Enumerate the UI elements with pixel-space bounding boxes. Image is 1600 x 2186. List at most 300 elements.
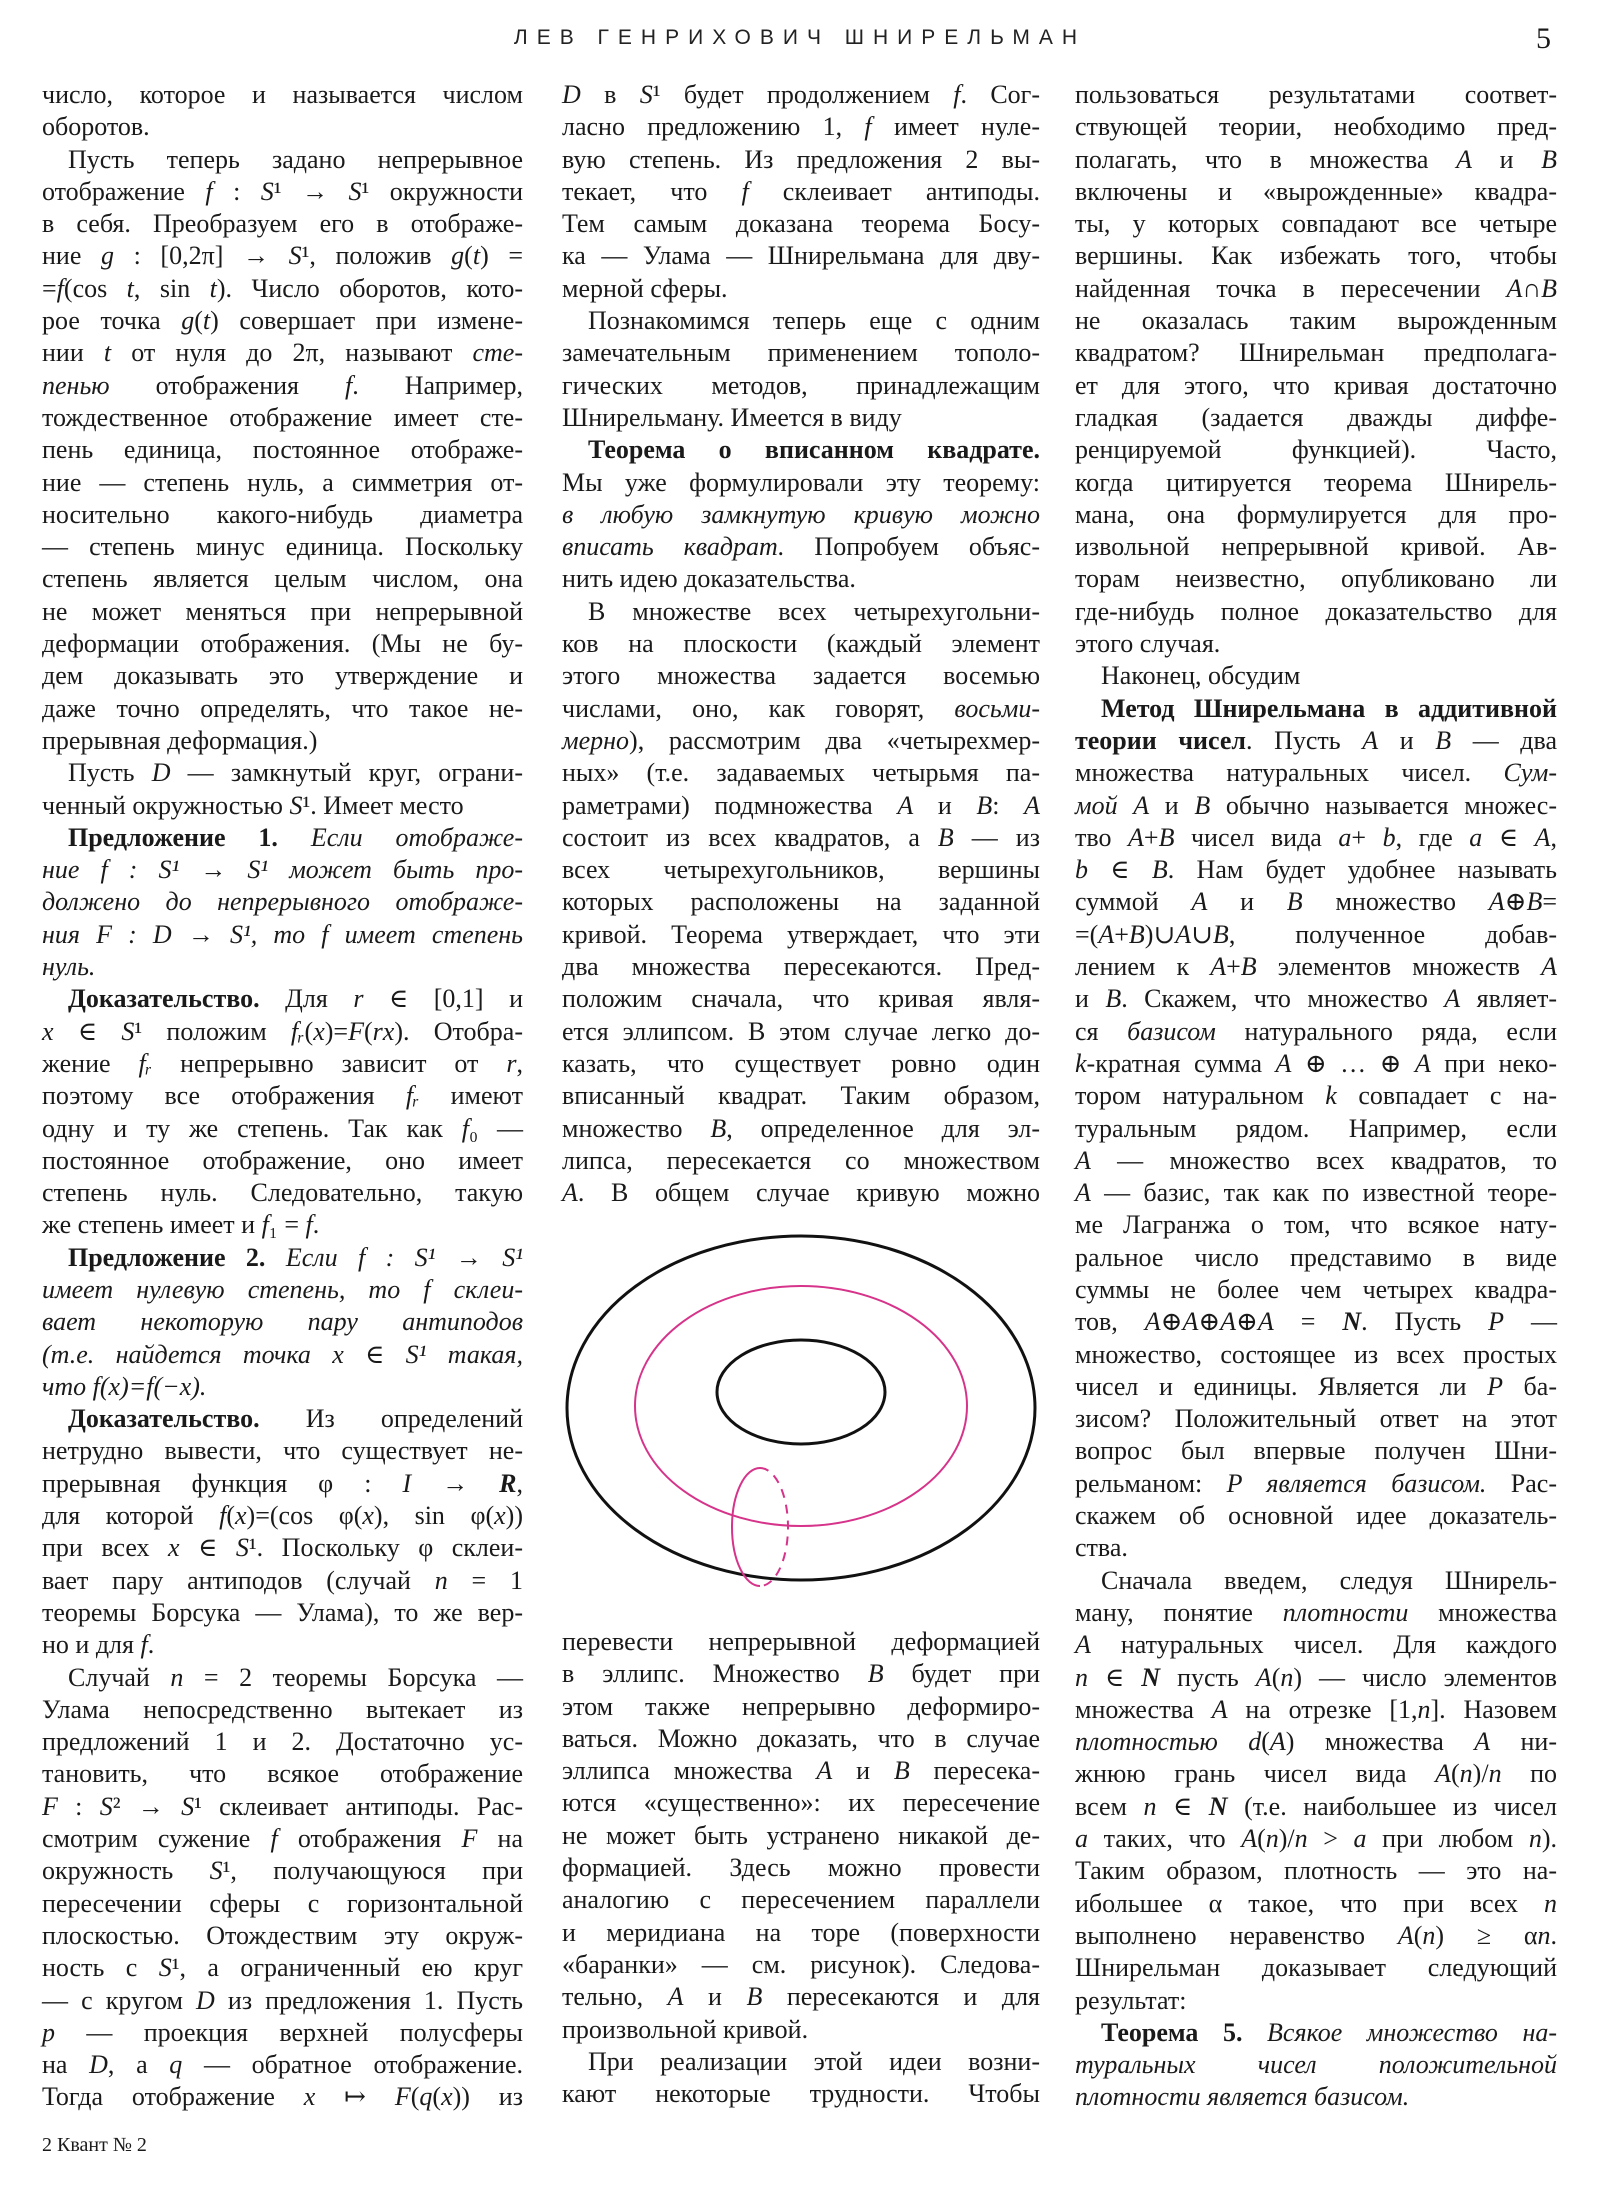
- text-line: При реализации этой идеи возни-: [588, 2046, 1040, 2076]
- italic-run: n: [1143, 1791, 1157, 1821]
- italic-run: f: [461, 1113, 470, 1143]
- text-run: [1118, 791, 1134, 820]
- text-run: выполнено неравенство: [1075, 1920, 1398, 1950]
- text-line: [1075, 1629, 1557, 1661]
- text-run: Пусть: [68, 758, 152, 788]
- text-run: ∈: [1156, 1791, 1209, 1821]
- italic-run: n: [1265, 1824, 1279, 1854]
- text-line: [42, 1500, 523, 1532]
- text-line: [562, 176, 1040, 208]
- text-run: чисел и единицы. Является ли: [1075, 1371, 1488, 1401]
- text-run: -кратная сумма: [1086, 1048, 1276, 1078]
- text-line: тождественное отображение имеет сте-: [42, 402, 523, 432]
- text-run: смотрим сужение: [42, 1824, 271, 1854]
- text-line: [1075, 1662, 1557, 1694]
- text-line: [42, 240, 523, 272]
- text-run: ¹, положив: [301, 241, 452, 271]
- text-run: таких, что: [1088, 1824, 1242, 1854]
- italic-run: A: [1024, 790, 1040, 820]
- text-line: ка — Улама — Шнирельмана для дву-: [562, 241, 1040, 271]
- text-line: [562, 725, 1040, 757]
- text-run: суммой: [1075, 887, 1192, 917]
- text-run: = 2 теоремы Борсука —: [183, 1662, 523, 1692]
- italic-run: B: [710, 1113, 727, 1143]
- text-line: этом также непрерывно деформиро-: [562, 1691, 1040, 1721]
- text-line: ние — степень нуль, а симметрия от-: [42, 467, 523, 497]
- text-run: тором натуральном: [1075, 1081, 1326, 1111]
- text-run: множества: [1408, 1597, 1557, 1627]
- italic-run: f: [140, 1630, 148, 1660]
- text-run: . Скажем, что множество: [1121, 984, 1445, 1014]
- italic-run: S: [158, 1953, 172, 1983]
- text-run: совпадает с на-: [1336, 1081, 1557, 1111]
- text-line: [1075, 790, 1557, 822]
- text-run: )=(cos φ(: [246, 1501, 363, 1531]
- text-line: [42, 273, 523, 305]
- text-line: [42, 1048, 523, 1080]
- text-run: найденная точка в пересечении: [1075, 273, 1507, 303]
- text-run: пусть: [1160, 1662, 1256, 1692]
- text-line: [42, 790, 523, 822]
- text-line: [562, 693, 1040, 725]
- text-line: [562, 79, 1040, 111]
- text-run: (: [1271, 1662, 1281, 1692]
- italic-run: A: [1075, 1178, 1091, 1208]
- text-run: тов,: [1075, 1307, 1145, 1337]
- italic-run: A: [1098, 919, 1115, 949]
- text-line: [1075, 886, 1557, 918]
- text-line: [1075, 854, 1557, 886]
- text-run: ∈: [1088, 1662, 1142, 1692]
- text-line: [562, 1113, 1040, 1145]
- text-run: ние: [42, 241, 101, 271]
- italic-run: A: [1534, 822, 1551, 852]
- text-run: и: [1075, 984, 1106, 1014]
- text-run: ¹ окружности: [361, 176, 523, 206]
- italic-run: S: [235, 1533, 249, 1563]
- text-line: [1075, 1597, 1557, 1629]
- text-run: , sin: [133, 273, 210, 303]
- italic-run: плотности является базисом.: [1075, 2082, 1410, 2112]
- italic-run: x: [494, 1501, 506, 1531]
- text-line: [42, 822, 523, 854]
- italic-run: t: [472, 241, 481, 271]
- text-line: оборотов.: [42, 112, 150, 142]
- italic-run: t: [103, 338, 112, 368]
- text-line: которых расположены на заданной: [562, 887, 1040, 917]
- italic-run: n: [1280, 1662, 1294, 1692]
- italic-run: B: [1435, 725, 1452, 755]
- text-line: ет для этого, что кривая достаточно: [1075, 370, 1557, 400]
- text-run: +: [1114, 919, 1129, 949]
- text-run: на отрезке [1,: [1227, 1694, 1418, 1724]
- text-run: , полученное добав-: [1228, 919, 1557, 949]
- text-line: дем доказывать это утверждение и: [42, 661, 523, 691]
- text-run: ⊕: [1504, 887, 1527, 917]
- italic-run: f: [205, 176, 213, 206]
- text-run: →: [411, 1468, 500, 1498]
- text-line: степень нуль. Следовательно, такую: [42, 1178, 523, 1208]
- text-line: даже точно определять, что такое не-: [42, 693, 523, 723]
- italic-run: f: [219, 1501, 227, 1531]
- italic-run: N: [1141, 1662, 1161, 1692]
- italic-run: нуль.: [42, 952, 96, 982]
- running-header: ЛЕВ ГЕНРИХОВИЧ ШНИРЕЛЬМАН: [513, 26, 1087, 49]
- text-line: носительно какого-нибудь диаметра: [42, 499, 523, 529]
- text-run: ¹, а ограниченный ею круг: [171, 1953, 523, 1983]
- text-run: и: [683, 1982, 747, 2012]
- text-run: в эллипс. Множество: [562, 1659, 868, 1689]
- text-run: элементов множеств: [1256, 952, 1542, 982]
- italic-run: a: [1338, 822, 1352, 852]
- text-line: деформации отображения. (Мы не бу-: [42, 629, 523, 659]
- text-run: и: [1207, 887, 1287, 917]
- text-run: на: [42, 2050, 90, 2080]
- text-run: =: [1273, 1307, 1343, 1337]
- text-line: [562, 111, 1040, 143]
- text-run: пересека-: [909, 1756, 1040, 1786]
- text-run: :: [57, 1791, 100, 1821]
- italic-run: n: [1544, 1888, 1557, 1918]
- text-run: : [0,2π] →: [113, 241, 289, 271]
- italic-run: n: [170, 1662, 184, 1692]
- text-run: .: [312, 1210, 320, 1240]
- text-run: ибольшее α такое, что при всех: [1075, 1888, 1544, 1918]
- italic-run: вписать квадрат.: [562, 532, 785, 562]
- italic-run: P: [1488, 1307, 1505, 1337]
- italic-run: n: [1417, 1694, 1431, 1724]
- text-run: и: [832, 1756, 894, 1786]
- text-line: [42, 176, 523, 208]
- text-run: множества: [1075, 1694, 1212, 1724]
- text-run: по: [1501, 1759, 1557, 1789]
- text-line: [1075, 693, 1557, 725]
- text-run: вает пару антиподов (случай: [42, 1565, 435, 1595]
- text-run: натуральных чисел. Для каждого: [1090, 1630, 1557, 1660]
- italic-run: A: [1211, 1694, 1228, 1724]
- italic-run: B: [1194, 790, 1211, 820]
- text-line: [1075, 725, 1557, 757]
- italic-run: d: [1248, 1727, 1262, 1757]
- torus-parallel-curve: [635, 1286, 967, 1526]
- text-line: [42, 337, 523, 369]
- text-run: ↦: [315, 2082, 395, 2112]
- text-line: [1075, 1468, 1557, 1500]
- text-run: [1218, 1727, 1248, 1756]
- text-line: пень единица, постоянное отображе-: [42, 435, 523, 465]
- text-line: Наконец, обсудим: [1101, 661, 1301, 691]
- text-run: (: [226, 1501, 235, 1531]
- text-line: [42, 1016, 523, 1048]
- text-run: )) из: [452, 2082, 523, 2112]
- italic-run: f: [953, 80, 961, 109]
- italic-run: x: [42, 1016, 54, 1046]
- text-run: )/: [1472, 1759, 1489, 1789]
- text-run: — замкнутый круг, ограни-: [170, 758, 523, 788]
- italic-run: A: [1257, 1307, 1274, 1337]
- text-run: — из: [953, 822, 1040, 852]
- text-run: ¹ →: [273, 176, 349, 206]
- text-line: нить идею доказательства.: [562, 564, 856, 594]
- bold-run: Доказательство.: [68, 984, 260, 1014]
- text-run: — множество всех квадратов, то: [1090, 1145, 1557, 1175]
- text-line: [1075, 1823, 1557, 1855]
- text-run: но и для: [42, 1630, 141, 1660]
- italic-run: S: [181, 1791, 195, 1821]
- text-run: при неко-: [1430, 1048, 1557, 1078]
- torus-meridian-back: [760, 1468, 788, 1586]
- italic-run: n: [1294, 1824, 1308, 1854]
- text-line: [42, 370, 523, 402]
- italic-run: x: [303, 2082, 316, 2112]
- text-run: ,: [1550, 822, 1557, 852]
- text-line: положим сначала, что кривая явля-: [562, 984, 1040, 1014]
- text-run: лением к: [1075, 952, 1211, 982]
- italic-run: r: [353, 984, 364, 1014]
- text-line: не может меняться при непрерывной: [42, 596, 523, 626]
- text-line: [42, 1209, 523, 1241]
- italic-run: B: [1105, 984, 1122, 1014]
- text-line: [1075, 144, 1557, 176]
- text-line: [1075, 951, 1557, 983]
- italic-run: должено до непрерывного отображе-: [42, 887, 523, 917]
- italic-run: A: [1182, 1307, 1199, 1337]
- italic-run: A: [1210, 952, 1227, 982]
- italic-run: n: [434, 1565, 448, 1595]
- text-line: плоскостью. Отождествим эту окруж-: [42, 1920, 523, 1950]
- text-line: число, которое и называется числом: [42, 80, 523, 109]
- text-line: [42, 2081, 523, 2113]
- italic-run: B: [976, 790, 993, 820]
- italic-run: a: [1075, 1824, 1088, 1854]
- text-line: [1075, 757, 1557, 789]
- text-run: тельно,: [562, 1982, 668, 2012]
- text-run: , а: [107, 2050, 170, 2080]
- italic-run: S: [209, 1856, 223, 1886]
- text-line: [42, 1403, 523, 1435]
- text-line: [42, 1952, 523, 1984]
- text-run: множество: [562, 1113, 711, 1143]
- italic-run: r: [506, 1048, 517, 1078]
- text-line: извольной непрерывной кривой. Ав-: [1075, 532, 1557, 562]
- text-run: и: [1378, 725, 1436, 755]
- text-run: , определенное для эл-: [726, 1113, 1040, 1143]
- text-line: казать, что существует ровно один: [562, 1048, 1040, 1078]
- text-line: ных» (т.е. задаваемых четырьмя па-: [562, 758, 1040, 788]
- text-run: ² →: [112, 1791, 182, 1821]
- text-run: =: [1542, 887, 1557, 917]
- italic-run: A: [816, 1756, 833, 1786]
- text-line: [42, 2017, 523, 2049]
- text-run: (: [464, 241, 473, 271]
- text-line: [562, 1755, 1040, 1787]
- text-line: нетрудно вывести, что существует не-: [42, 1436, 523, 1466]
- text-run: рое точка: [42, 306, 182, 336]
- bold-run: Метод Шнирельмана в аддитивной: [1101, 693, 1557, 723]
- italic-run: плотности: [1282, 1597, 1409, 1627]
- text-line: ренцируемой функцией). Часто,: [1075, 435, 1557, 465]
- text-run: имеет нуле-: [871, 112, 1040, 142]
- text-run: жнюю грань чисел вида: [1075, 1759, 1436, 1789]
- italic-run: R: [499, 1468, 517, 1498]
- italic-run: A: [1220, 1307, 1237, 1337]
- italic-run: F: [348, 1016, 364, 1046]
- italic-run: плотностью: [1075, 1727, 1218, 1757]
- italic-run: n: [1528, 1824, 1542, 1854]
- italic-run: Если отображе-: [310, 822, 524, 852]
- text-line: предложений 1 и 2. Достаточно ус-: [42, 1727, 523, 1757]
- text-run: раметрами) подмножества: [562, 790, 898, 820]
- text-line: [562, 1981, 1040, 2013]
- text-line: Шнирельману. Имеется в виду: [562, 402, 902, 432]
- italic-run: B: [1158, 822, 1175, 852]
- bold-run: Предложение 2.: [68, 1242, 266, 1272]
- italic-run: S: [99, 1791, 113, 1821]
- italic-run: g: [100, 241, 114, 271]
- text-run: [278, 823, 311, 852]
- text-line: Пусть теперь задано непрерывное: [68, 144, 523, 174]
- text-line: прерывная деформация.): [42, 725, 318, 755]
- text-line: не оказалась таким вырожденным: [1075, 306, 1557, 336]
- text-run: . Пусть: [1361, 1307, 1489, 1337]
- text-line: где-нибудь полное доказательство для: [1075, 596, 1557, 626]
- text-run: Для: [259, 984, 354, 1014]
- text-run: ). Отобра-: [394, 1016, 523, 1046]
- italic-run: A: [1241, 1824, 1258, 1854]
- text-line: [1075, 1694, 1557, 1726]
- italic-run: S: [121, 1016, 135, 1046]
- text-run: , где: [1395, 822, 1470, 852]
- text-line: гладкая (задается дважды диффе-: [1075, 402, 1557, 432]
- text-line: [1075, 1758, 1557, 1790]
- text-line: [42, 1823, 523, 1855]
- text-line: ральное число представимо в виде: [1075, 1242, 1557, 1272]
- text-run: ¹. Имеет место: [302, 790, 464, 820]
- italic-run: B: [1286, 887, 1303, 917]
- italic-run: A: [1444, 984, 1461, 1014]
- italic-run: D: [151, 758, 171, 788]
- torus-hole-contour: [717, 1340, 885, 1444]
- column-2-bottom: [562, 1626, 1040, 2110]
- text-run: всем: [1075, 1791, 1144, 1821]
- text-run: от нуля до 2π, называют: [111, 338, 473, 368]
- text-run: рельманом:: [1075, 1468, 1227, 1498]
- italic-run: g: [181, 306, 195, 336]
- text-run: :: [212, 176, 261, 206]
- text-run: полагать, что в множества: [1075, 144, 1457, 174]
- text-line: [562, 1658, 1040, 1690]
- text-run: ∈ [0,1] и: [363, 984, 523, 1014]
- text-line: [1075, 1791, 1557, 1823]
- italic-run: в любую замкнутую кривую можно: [562, 499, 1040, 529]
- text-line: [562, 822, 1040, 854]
- text-line: этого множества задается восемью: [562, 661, 1040, 691]
- text-line: теоремы Борсука — Улама), то же вер-: [42, 1597, 523, 1627]
- bold-run: Теорема о вписанном квадрате.: [588, 435, 1040, 465]
- text-line: кают некоторые трудности. Чтобы: [562, 2079, 1040, 2109]
- italic-run: A: [1541, 952, 1557, 982]
- text-run: Рас-: [1486, 1468, 1557, 1498]
- text-line: ты, у которых совпадают все четыре: [1075, 209, 1557, 239]
- text-line: [1075, 1048, 1557, 1080]
- text-run: ¹, получающуюся при: [222, 1856, 524, 1886]
- text-line: Тем самым доказана теорема Босу-: [562, 209, 1040, 239]
- text-line: кривой. Теорема утверждает, что эти: [562, 919, 1040, 949]
- italic-run: имеет нулевую степень, то f склеи-: [42, 1274, 523, 1304]
- italic-run: D: [89, 2050, 108, 2080]
- italic-run: f: [344, 370, 353, 400]
- column-2-top: [562, 79, 1040, 1209]
- text-run: =(: [1075, 919, 1099, 949]
- text-run: .: [147, 1630, 155, 1660]
- text-run: ∈: [1088, 855, 1152, 885]
- page-footer: 2 Квант № 2: [42, 2134, 147, 2156]
- torus-meridian-front: [732, 1468, 760, 1586]
- text-line: [42, 1565, 523, 1597]
- text-line: мерной сферы.: [562, 273, 728, 303]
- text-line: липса, пересекается со множеством: [562, 1145, 1040, 1175]
- text-line: пользоваться результатами соответ-: [1075, 80, 1557, 109]
- italic-run: Если f : S¹ → S¹: [285, 1242, 523, 1272]
- text-run: ), sin φ(: [373, 1501, 495, 1531]
- text-line: [562, 499, 1040, 531]
- text-run: в: [580, 80, 640, 109]
- text-run: ) совершает при измене-: [210, 306, 524, 336]
- text-line: два множества пересекаются. Пред-: [562, 952, 1040, 982]
- italic-run: x: [313, 1016, 325, 1046]
- italic-run: n: [1488, 1759, 1502, 1789]
- text-line: замечательным применением тополо-: [562, 338, 1040, 368]
- text-line: [42, 886, 523, 918]
- text-line: постоянное отображение, оно имеет: [42, 1145, 523, 1175]
- text-run: (: [432, 2082, 442, 2112]
- text-line: [42, 1629, 523, 1661]
- text-run: — проекция верхней полусферы: [55, 2017, 523, 2047]
- italic-run: D: [562, 80, 581, 109]
- italic-run: f: [261, 1210, 269, 1240]
- text-line: не может быть устранено никакой де-: [562, 1820, 1040, 1850]
- text-run: (т.е. наибольшее из чисел: [1227, 1791, 1557, 1821]
- italic-run: A: [1191, 887, 1208, 917]
- italic-run: fᵣ: [405, 1081, 420, 1111]
- italic-run: fᵣ: [138, 1048, 153, 1078]
- text-run: на: [477, 1824, 523, 1854]
- text-run: )=: [324, 1016, 349, 1046]
- italic-run: вает некоторую пару антиподов: [42, 1307, 523, 1337]
- text-run: (: [1451, 1759, 1460, 1789]
- text-line: [42, 1242, 523, 1274]
- text-run: ₀ —: [469, 1113, 523, 1143]
- text-line: [42, 854, 523, 886]
- text-run: ⊕: [1160, 1307, 1183, 1337]
- italic-run: B: [1240, 952, 1257, 982]
- text-line: вопрос был впервые получен Шни-: [1075, 1436, 1557, 1466]
- italic-run: b: [1382, 822, 1396, 852]
- text-line: ства.: [1075, 1533, 1128, 1563]
- text-run: ¹ положим: [134, 1016, 291, 1046]
- text-line: вершины. Как избежать того, чтобы: [1075, 241, 1557, 271]
- text-run: множество: [1302, 887, 1489, 917]
- text-line: [42, 951, 523, 983]
- italic-run: I: [402, 1468, 412, 1498]
- text-line: [42, 1371, 523, 1403]
- text-line: [1075, 1080, 1557, 1112]
- italic-run: восьми-: [954, 693, 1040, 723]
- text-run: . Пусть: [1245, 725, 1363, 755]
- italic-run: B: [1541, 144, 1557, 174]
- text-line: [42, 1113, 523, 1145]
- text-run: ность с: [42, 1953, 159, 1983]
